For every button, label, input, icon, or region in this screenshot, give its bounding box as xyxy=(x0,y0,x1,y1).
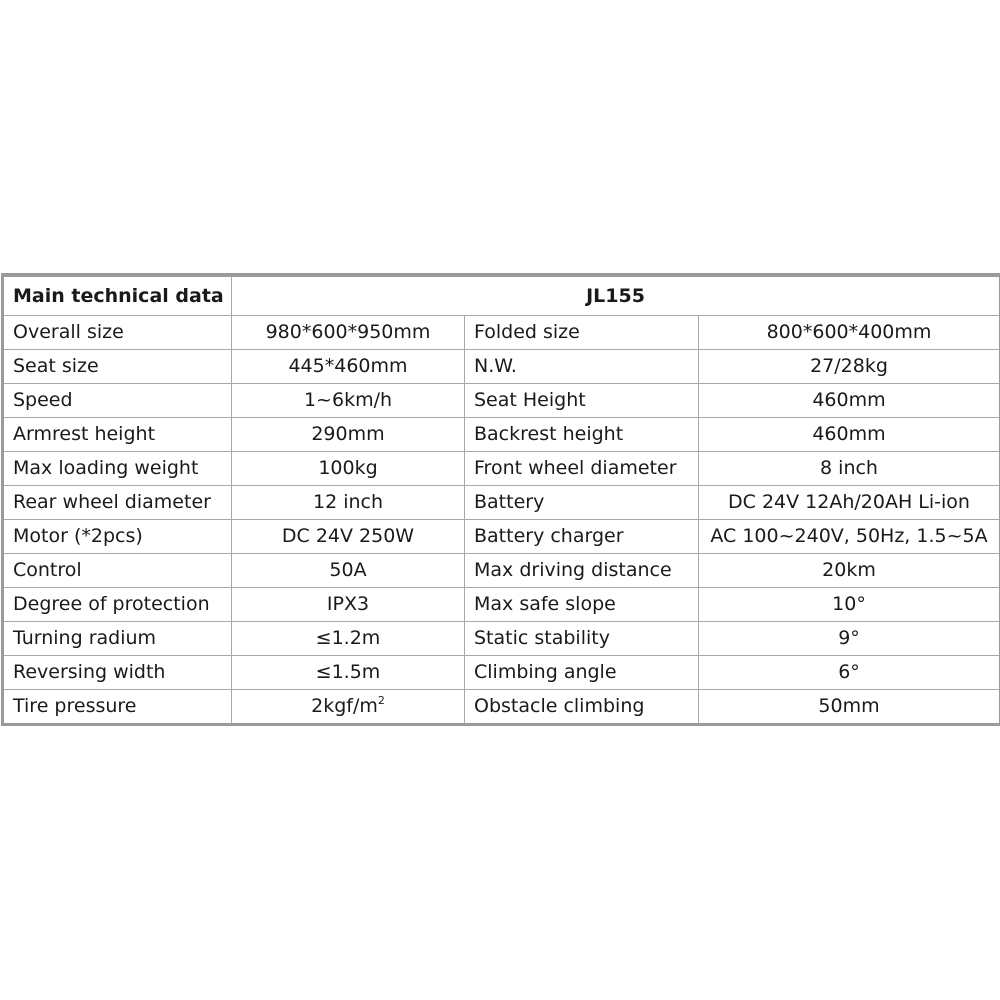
spec-value: 6° xyxy=(699,656,1000,690)
table-row xyxy=(3,554,1000,588)
table-row xyxy=(3,316,1000,350)
spec-value: AC 100~240V, 50Hz, 1.5~5A xyxy=(699,520,1000,554)
table-row xyxy=(3,690,1000,725)
spec-value: DC 24V 250W xyxy=(232,520,465,554)
spec-value: 9° xyxy=(699,622,1000,656)
spec-label: Overall size xyxy=(3,316,232,350)
spec-value: 980*600*950mm xyxy=(232,316,465,350)
spec-label: Max driving distance xyxy=(465,554,699,588)
table-row xyxy=(3,486,1000,520)
spec-label: Max loading weight xyxy=(3,452,232,486)
spec-label: Reversing width xyxy=(3,656,232,690)
spec-value: 12 inch xyxy=(232,486,465,520)
spec-label: Climbing angle xyxy=(465,656,699,690)
spec-value: 100kg xyxy=(232,452,465,486)
spec-value: ≤1.2m xyxy=(232,622,465,656)
spec-label: N.W. xyxy=(465,350,699,384)
table-row xyxy=(3,384,1000,418)
superscript: 2 xyxy=(377,694,385,707)
spec-label: Front wheel diameter xyxy=(465,452,699,486)
spec-label: Control xyxy=(3,554,232,588)
spec-label: Battery xyxy=(465,486,699,520)
spec-value: ≤1.5m xyxy=(232,656,465,690)
spec-value: IPX3 xyxy=(232,588,465,622)
spec-label: Seat Height xyxy=(465,384,699,418)
spec-value: 800*600*400mm xyxy=(699,316,1000,350)
spec-value: 460mm xyxy=(699,418,1000,452)
table-row xyxy=(3,656,1000,690)
spec-value: DC 24V 12Ah/20AH Li-ion xyxy=(699,486,1000,520)
technical-data-table xyxy=(1,273,1000,726)
spec-value: 20km xyxy=(699,554,1000,588)
table-row xyxy=(3,418,1000,452)
spec-value: 1~6km/h xyxy=(232,384,465,418)
table-row xyxy=(3,520,1000,554)
table-row xyxy=(3,622,1000,656)
spec-label: Motor (*2pcs) xyxy=(3,520,232,554)
spec-label: Turning radium xyxy=(3,622,232,656)
spec-label: Static stability xyxy=(465,622,699,656)
spec-value-base: 2kgf/m xyxy=(311,695,378,717)
spec-value xyxy=(232,690,465,725)
spec-value: 290mm xyxy=(232,418,465,452)
spec-label: Tire pressure xyxy=(3,690,232,725)
spec-label: Armrest height xyxy=(3,418,232,452)
spec-label: Battery charger xyxy=(465,520,699,554)
spec-value: 10° xyxy=(699,588,1000,622)
spec-value: 445*460mm xyxy=(232,350,465,384)
spec-label: Speed xyxy=(3,384,232,418)
spec-value: 460mm xyxy=(699,384,1000,418)
spec-value: 50A xyxy=(232,554,465,588)
header-label: Main technical data xyxy=(3,275,232,316)
table-row xyxy=(3,350,1000,384)
table-header-row xyxy=(3,275,1000,316)
table-row xyxy=(3,452,1000,486)
spec-label: Max safe slope xyxy=(465,588,699,622)
spec-label: Rear wheel diameter xyxy=(3,486,232,520)
spec-label: Folded size xyxy=(465,316,699,350)
spec-label: Obstacle climbing xyxy=(465,690,699,725)
spec-label: Seat size xyxy=(3,350,232,384)
spec-value: 50mm xyxy=(699,690,1000,725)
spec-label: Degree of protection xyxy=(3,588,232,622)
spec-label: Backrest height xyxy=(465,418,699,452)
spec-value: 8 inch xyxy=(699,452,1000,486)
model-name: JL155 xyxy=(232,275,1000,316)
table-row xyxy=(3,588,1000,622)
spec-value: 27/28kg xyxy=(699,350,1000,384)
